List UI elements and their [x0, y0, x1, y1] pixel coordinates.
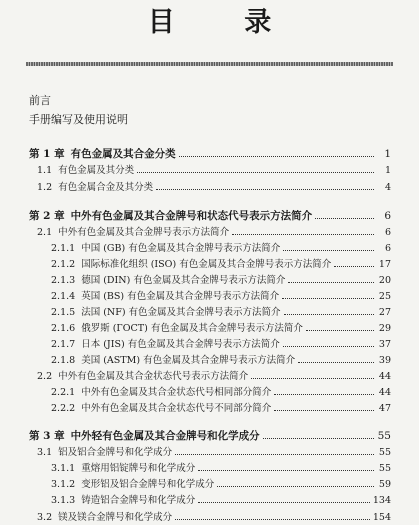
toc-entry-title: 变形铝及铝合金牌号和化学成分 [81, 479, 215, 490]
toc-subsection-entry[interactable] [51, 462, 391, 474]
toc-section-entry[interactable] [37, 164, 391, 176]
toc-entry-page-number: 134 [372, 495, 391, 506]
toc-chapter-entry[interactable] [29, 430, 391, 443]
toc-entry-page-number: 39 [378, 355, 391, 366]
toc-entry-number: 第 1 章 [29, 148, 65, 160]
toc-chapter-entry[interactable] [29, 210, 391, 223]
toc-entry-number: 2.1.2 [51, 259, 76, 270]
toc-entry-page-number: 25 [378, 291, 391, 302]
toc-entry-number: 2.2 [37, 371, 53, 382]
dot-leader [251, 370, 374, 379]
toc-subsection-entry[interactable] [51, 306, 391, 318]
toc-entry-page-number: 59 [378, 479, 391, 490]
toc-entry-page-number: 17 [378, 259, 391, 270]
dot-leader [156, 181, 374, 190]
toc-entry-number: 2.1.4 [51, 291, 76, 302]
toc-section-entry[interactable] [37, 181, 391, 193]
toc-entry-page-number: 44 [378, 371, 391, 382]
toc-entry-title: 中外有色金属及其合金牌号和状态代号表示方法简介 [70, 210, 313, 222]
toc-section-entry[interactable] [37, 226, 391, 238]
dot-leader [137, 164, 374, 173]
dot-leader [198, 462, 374, 471]
toc-entry-page-number: 4 [384, 182, 391, 193]
title-divider [26, 62, 393, 66]
toc-subsection-entry[interactable] [51, 290, 391, 302]
toc-entry-number: 3.1.2 [51, 479, 76, 490]
toc-entry-page-number: 47 [378, 403, 391, 414]
toc-entry-title: 法国 (NF) 有色金属及其合金牌号表示方法简介 [81, 307, 281, 318]
toc-entry-number: 2.1.1 [51, 243, 76, 254]
toc-entry-page-number: 20 [378, 275, 391, 286]
toc-entry-title: 英国 (BS) 有色金属及其合金牌号表示方法简介 [81, 291, 280, 302]
toc-entry-title: 中外有色金属及其合金牌号表示方法简介 [58, 227, 230, 238]
toc-entry-number: 2.1.6 [51, 323, 76, 334]
toc-chapter-entry[interactable] [29, 148, 391, 161]
toc-entry-number: 2.1.3 [51, 275, 76, 286]
toc-entry-page-number: 6 [384, 227, 391, 238]
toc-entry-page-number: 37 [378, 339, 391, 350]
toc-subsection-entry[interactable] [51, 494, 391, 506]
toc-entry-title: 中国 (GB) 有色金属及其合金牌号表示方法简介 [81, 243, 281, 254]
toc-subsection-entry[interactable] [51, 258, 391, 270]
toc-entry-title: 有色金属及其分类 [58, 165, 135, 176]
dot-leader [283, 338, 374, 347]
toc-entry-number: 3.1.3 [51, 495, 76, 506]
dot-leader [175, 511, 370, 520]
dot-leader [274, 386, 374, 395]
toc-entry-page-number: 29 [378, 323, 391, 334]
dot-leader [298, 354, 374, 363]
page-title: 目 录 [147, 7, 302, 38]
dot-leader [315, 210, 374, 219]
toc-entry-number: 2.2.2 [51, 403, 76, 414]
toc-entry-number: 2.1 [37, 227, 53, 238]
toc-entry-number: 2.1.7 [51, 339, 76, 350]
toc-section-entry[interactable] [37, 446, 391, 458]
toc-entry-page-number: 44 [378, 387, 391, 398]
toc-entry-page-number: 154 [372, 512, 391, 523]
toc-subsection-entry[interactable] [51, 386, 391, 398]
toc-entry-number: 第 2 章 [29, 210, 65, 222]
toc-entry-number: 3.2 [37, 512, 53, 523]
toc-section-entry[interactable] [37, 511, 391, 523]
dot-leader [306, 322, 374, 331]
toc-entry-page-number: 55 [378, 463, 391, 474]
toc-entry-page-number: 55 [377, 430, 391, 442]
toc-entry-page-number: 55 [378, 447, 391, 458]
toc-entry-number: 1.1 [37, 165, 53, 176]
toc-section-entry[interactable] [37, 370, 391, 382]
toc-entry-title: 有色金属及其合金分类 [70, 148, 176, 160]
dot-leader [198, 494, 370, 503]
toc-entry-title: 日本 (JIS) 有色金属及其合金牌号表示方法简介 [81, 339, 280, 350]
toc-entry-title: 美国 (ASTM) 有色金属及其合金牌号表示方法简介 [81, 355, 296, 366]
toc-subsection-entry[interactable] [51, 478, 391, 490]
dot-leader [217, 478, 374, 487]
dot-leader [284, 306, 374, 315]
toc-entry-title: 有色金属合金及其分类 [58, 182, 154, 193]
dot-leader [274, 402, 374, 411]
toc-entry-page-number: 1 [384, 165, 391, 176]
dot-leader [263, 430, 374, 439]
front-matter-preface: 前言 [29, 94, 51, 107]
toc-subsection-entry[interactable] [51, 242, 391, 254]
toc-entry-title: 国际标准化组织 (ISO) 有色金属及其合金牌号表示方法简介 [81, 259, 332, 270]
toc-entry-title: 中外有色金属及其合金状态代号表示方法简介 [58, 371, 249, 382]
dot-leader [283, 242, 374, 251]
toc-entry-title: 中外有色金属及其合金状态代号不同部分简介 [81, 403, 272, 414]
toc-entry-title: 俄罗斯 (ГОСТ) 有色金属及其合金牌号表示方法简介 [81, 323, 303, 334]
toc-entry-number: 2.1.8 [51, 355, 76, 366]
toc-entry-number: 2.1.5 [51, 307, 76, 318]
toc-entry-page-number: 27 [378, 307, 391, 318]
dot-leader [179, 148, 374, 157]
toc-subsection-entry[interactable] [51, 274, 391, 286]
toc-entry-number: 3.1.1 [51, 463, 76, 474]
toc-entry-page-number: 1 [384, 148, 391, 160]
toc-subsection-entry[interactable] [51, 322, 391, 334]
front-matter-guide: 手册编写及使用说明 [29, 113, 128, 126]
toc-entry-title: 中外轻有色金属及其合金牌号和化学成分 [70, 430, 260, 442]
toc-entry-number: 第 3 章 [29, 430, 65, 442]
toc-entry-title: 中外有色金属及其合金状态代号相同部分简介 [81, 387, 272, 398]
toc-entry-page-number: 6 [384, 243, 391, 254]
toc-entry-number: 1.2 [37, 182, 53, 193]
dot-leader [282, 290, 374, 299]
toc-entry-title: 铝及铝合金牌号和化学成分 [58, 447, 173, 458]
toc-entry-title: 镁及镁合金牌号和化学成分 [58, 512, 173, 523]
dot-leader [232, 226, 374, 235]
dot-leader [334, 258, 374, 267]
toc-subsection-entry[interactable] [51, 402, 391, 414]
toc-entry-number: 3.1 [37, 447, 53, 458]
dot-leader [175, 446, 374, 455]
toc-entry-page-number: 6 [384, 210, 391, 222]
dot-leader [288, 274, 374, 283]
toc-entry-title: 德国 (DIN) 有色金属及其合金牌号表示方法简介 [81, 275, 286, 286]
toc-subsection-entry[interactable] [51, 338, 391, 350]
toc-entry-title: 重熔用铝锭牌号和化学成分 [81, 463, 196, 474]
toc-subsection-entry[interactable] [51, 354, 391, 366]
toc-entry-title: 铸造铝合金牌号和化学成分 [81, 495, 196, 506]
toc-entry-number: 2.2.1 [51, 387, 76, 398]
